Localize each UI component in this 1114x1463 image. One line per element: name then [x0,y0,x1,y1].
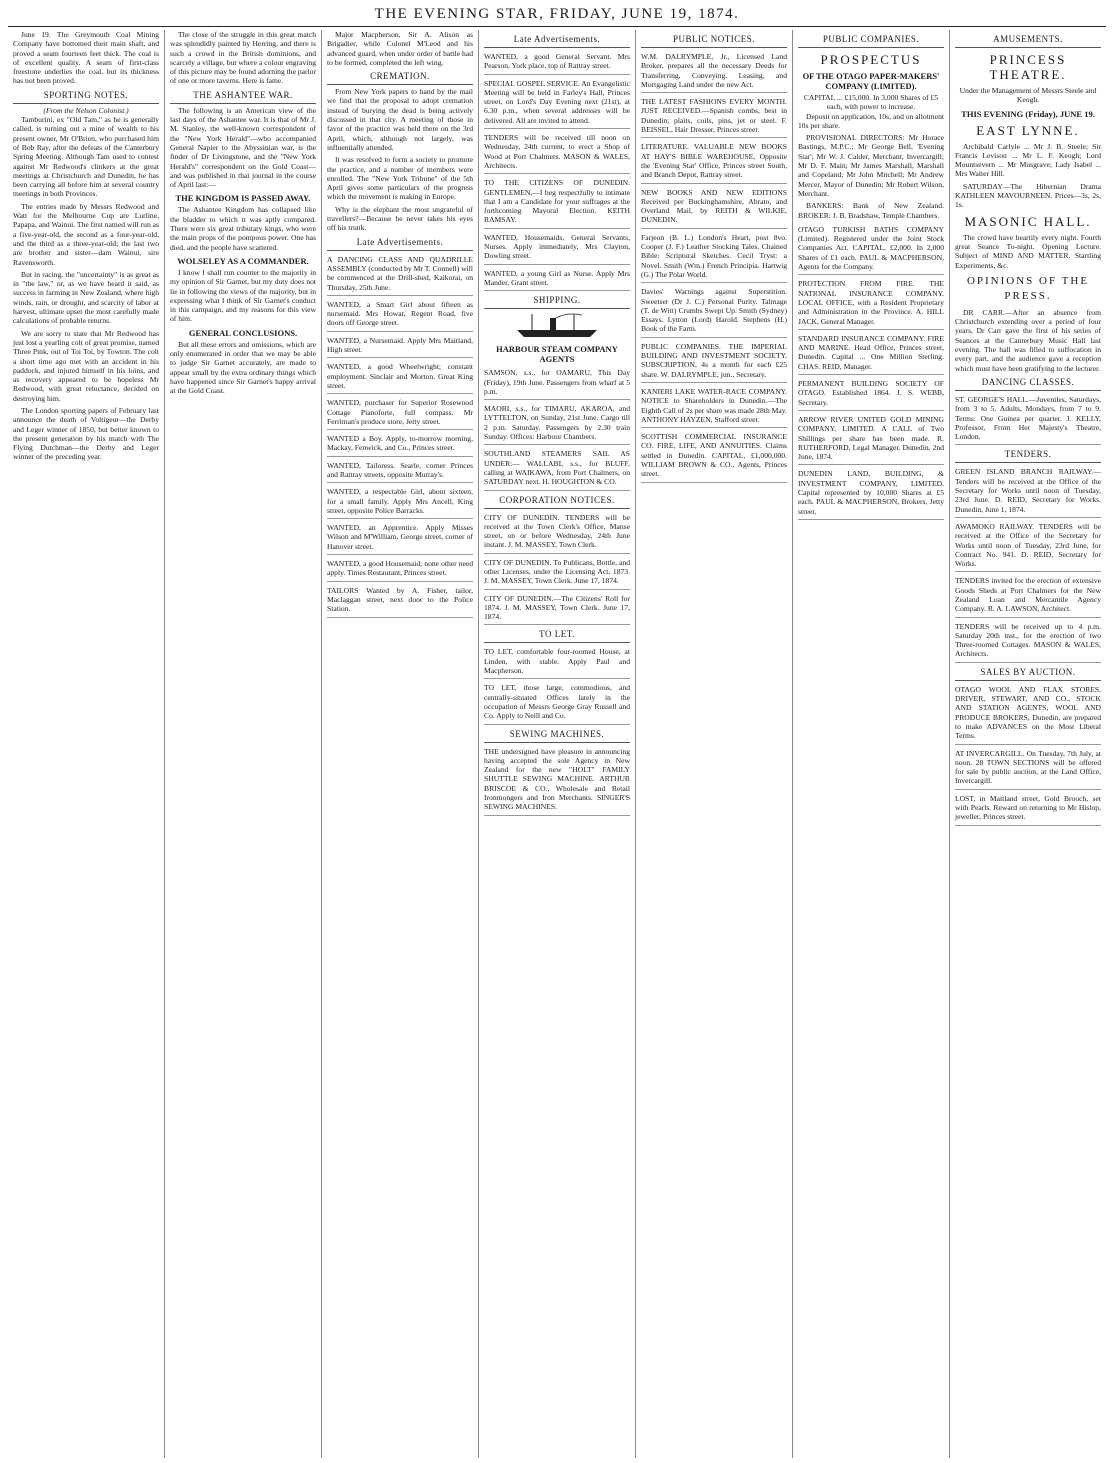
column-1 [8,30,165,1458]
cast-list: Archibald Carlyle ... Mr J. B. Steele; Sir Francis Levison ... Mr L. F. Keogh; Lord Mountsevern ... Mr Musgrave; Lady Isabel ... Mrs Walter Hill. [955,141,1101,179]
to-let-advertisement: TO LET, comfortable four-roomed House, at Linden, with stable. Apply Paul and Macpherson. [484,645,630,679]
advertisement: WANTED, a good Wheelwright; constant employment. Sinclair and Morton, Great King street. [327,360,473,394]
management-line: Under the Management of Messrs Steele and Keogh. [959,86,1097,105]
company-advertisement: PERMANENT BUILDING SOCIETY OF OTAGO. Established 1864. J. S. WEBB, Secretary. [798,377,944,411]
subheading: GENERAL CONCLUSIONS. [188,327,298,338]
auction-notice: AT INVERCARGILL. On Tuesday, 7th July, at noon. 28 TOWN SECTIONS will be offered for sale by public auction, at the Land Office, Invercargill. [955,747,1101,790]
harbour-agents-heading: HARBOUR STEAM COMPANY AGENTS [496,344,618,365]
company-advertisement: PROTECTION FROM FIRE. THE NATIONAL INSURANCE COMPANY. LOCAL OFFICE, with a Resident Proprietary and Administration in the Province. A. HILL JACK, General Manager. [798,277,944,329]
advertisement: TAILORS Wanted by A. Fisher, tailor, Maclaggan street, next door to the Police Station. [327,584,473,618]
auction-notice: OTAGO WOOL AND FLAX STORES. DRIVER, STEWART, AND CO., STOCK AND STATION AGENTS, WOOL AND PRODUCE BROKERS, Dunedin, are prepared to make ADVANCES on the Most Liberal Terms. [955,683,1101,745]
corporation-notice: CITY OF DUNEDIN.—The Citizens' Roll for 1874. J. M. MASSEY, Town Clerk. June 17, 1874. [484,592,630,626]
advertisement: WANTED a Boy. Apply, to-morrow morning, Mackay, Fenwick, and Co., Princes street. [327,432,473,457]
sales-list [955,683,1101,826]
column-3 [322,30,479,1458]
masonic-hall-title: MASONIC HALL. [964,213,1092,229]
shipping-advertisement: SOUTHLAND STEAMERS SAIL AS UNDER:— WALLABI, s.s., for BLUFF, calling at WAIKAWA, from Port Chalmers, on SATURDAY next. H. HOUGHTON & CO. [484,447,630,490]
shipping-advertisement: SAMSON, s.s., for OAMARU, This Day (Friday), 19th June. Passengers from wharf at 5 p.m. [484,366,630,400]
to-let-heading: TO LET. [484,629,630,643]
public-notices-heading: PUBLIC NOTICES. [641,34,787,48]
to-let-list [484,645,630,724]
article-paragraph: But all these errors and omissions, which are only enumerated in order that we may be able to judge Sir Garnet accurately, are made to appear small by the extra ordinary things which have happened since Sir Garnet's happy arrival at the Gold Coast. [170,339,316,396]
advertisement-list [484,50,630,291]
corporation-list [484,511,630,626]
sewing-advertisement: THE undersigned have pleasure in announcing having accepted the sole Agency in New Zealand for the new "HOLT" FAMILY SHUTTLE SEWING MACHINE. ARTHUR BRISCOE & CO., Wholesale and Retail Ironmongers and Iron Merchants. SINGER'S SEWING MACHINES. [484,745,630,816]
article-paragraph: Why is the elephant the most ungrateful of travellers?—Because he never takes his eyes off his trunk. [327,204,473,233]
shipping-heading: SHIPPING. [484,295,630,309]
tender-notice: TENDERS invited for the erection of extensive Goods Sheds at Port Chalmers for the New Zealand Loan and Mercantile Agency Company. R. A. LAWSON, Architect. [955,574,1101,617]
advertisement: WANTED, a Nursemaid. Apply Mrs Maitland, High street. [327,334,473,359]
opinions-title: OPINIONS OF THE PRESS. [966,274,1090,302]
column-4 [479,30,636,1458]
evening-line: THIS EVENING (Friday), JUNE 19. [961,108,1095,119]
intro-paragraph: June 19. The Greymouth Coal Mining Company have bottomed their main shaft, and proved a seam fourteen feet thick. The coal is of excellent quality. A seam of first-class freestone underlies the coal, but its thickness has not been proved. [13,30,159,86]
late-advertisements-heading: Late Advertisements. [327,237,473,251]
advertisement: WANTED, a good General Servant. Mrs Pearson, York place, top of Rattray street. [484,50,630,75]
tender-notice: TENDERS will be received up to 4 p.m. Saturday 20th inst., for the erection of two Three-roomed Cottages. MASON & WALES, Architects. [955,620,1101,663]
public-companies-heading: PUBLIC COMPANIES. [798,34,944,48]
deposit-line: Deposit on application, 10s, and on allotment 10s per share. [798,111,944,130]
subheading: THE KINGDOM IS PASSED AWAY. [175,193,311,204]
subheading: WOLSELEY AS A COMMANDER. [177,255,309,266]
advertisement: W.M. DALRYMPLE, Jr., Licensed Land Broker, prepares all the necessary Deeds for Transferring, Conveying, Leasing, and Mortgaging Land under the new Act. [641,50,787,93]
advertisement: TO THE CITIZENS OF DUNEDIN. GENTLEMEN,—I beg respectfully to intimate that I am a Candidate for your suffrages at the forthcoming Mayoral Election. KEITH RAMSAY. [484,176,630,228]
advertisement-list [798,223,944,520]
article-paragraph: I know I shall run counter to the majority in my opinion of Sir Garnet, but my duty does not lie in following the views of the majority, but in expressing what I think of Sir Garnet's conduct in this campaign, and my reasons for this view of him. [170,267,316,324]
advertisement: Davies' Warnings against Superstition. Sweetser (Dr J. C.) Personal Purity. Talmage (T. de Witt) Crumbs Swept Up. Smith (Sydney) Essays. Lytton (Lord) Harold. Stephens (H.) Book of the Farm. [641,285,787,337]
advertisement: WANTED, a young Girl as Nurse. Apply Mrs Mander, Grant street. [484,267,630,292]
advertisement-list [327,253,473,618]
corporation-notice: CITY OF DUNEDIN. TENDERS will be received at the Town Clerk's Office, Manse street, on or before Wednesday, 24th June instant. J. M. MASSEY, Town Clerk. [484,511,630,554]
advertisement: PUBLIC COMPANIES. THE IMPERIAL BUILDING AND INVESTMENT SOCIETY. SUBSCRIPTION, 4s a month for each £25 share. W. DALRYMPLE, jun., Secretary. [641,340,787,383]
bankers-line: BANKERS: Bank of New Zealand. BROKER: J. B. Bradshaw, Temple Chambers. [798,201,944,220]
sewing-machines-heading: SEWING MACHINES. [484,729,630,743]
steamship-icon [512,312,602,340]
sporting-paragraph: Tamburini, ex "Old Tam," as he is generally called, is turning out a mine of wealth to his present owner, Mr O'Brien, who purchased him of Bob Ray, after the defeats of the Canterbury Spring Meeting. Although Tam used to contest against Mr Redwood's clinkers at the great meetings at Christchurch and Dunedin, he has been carrying all before him at several country meetings in both Provinces. [13,115,159,199]
sporting-paragraph: But in racing, the "uncertainty" is as great as in "the law," or, as we have heard it said, as success in farming in New Zealand, where high winds, rain, or drought, and scarcity of labor at harvest, ultimate upset the most carefully made calculations of probable returns. [13,269,159,326]
advertisement: WANTED, Tailoress. Searle, corner Princes and Rattray streets, opposite Murray's. [327,459,473,484]
corporation-notice: CITY OF DUNEDIN. To Publicans, Bottle, and other Licenses, under the Licensing Act, 1873. J. M. MASSEY, Town Clerk. June 17, 1874. [484,556,630,590]
advertisement: NEW BOOKS AND NEW EDITIONS Received per Buckinghamshire, Abrato, and Overland Mail, by REITH & WILKIE, DUNEDIN. [641,186,787,229]
sporting-notes-heading: SPORTING NOTES. [13,90,159,104]
advertisement: KANIERI LAKE WATER-RACE COMPANY. NOTICE to Shareholders in Dunedin.—The Eighth Call of 2s per share was made 28th May. ANTHONY HAYZEN, Stafford street. [641,385,787,428]
directors-list: PROVISIONAL DIRECTORS: Mr Horace Bastings, M.P.C.; Mr George Bell, 'Evening Star'; Mr W. J. Calder, Merchant, Invercargill; Mr D. F. Main; Mr James Marshall, Marshall and Copeland; Mr John Mitchell; Mr Andrew Mercer, Mayor of Dunedin; Mr Robert Wilson, Merchant. [798,133,944,198]
capital-line: CAPITAL ... £15,000. In 3,000 Shares of £5 each, with power to increase. [803,93,939,112]
tender-notice: GREEN ISLAND BRANCH RAILWAY.—Tenders will be received at the Office of the Secretary for Works until noon of Tuesday, 23rd June. D. REID, Secretary for Works. Dunedin, June 1, 1874. [955,465,1101,517]
dancing-advertisement: ST. GEORGE'S HALL.—Juveniles, Saturdays, from 3 to 5. Adults, Mondays, from 7 to 9. Terms: One Guinea per quarter. J. KELLY, Professor, From Her Majesty's Theatre, London. [955,393,1101,445]
late-advertisements-heading: Late Advertisements. [484,34,630,48]
company-advertisement: STANDARD INSURANCE COMPANY. FIRE AND MARINE. Head Office, Princes street, Dunedin. Capital ... One Million Sterling. CHAS. REID, Manager. [798,332,944,375]
prospectus-title: PROSPECTUS [820,52,922,67]
play-title: EAST LYNNE. [976,122,1080,138]
opinions-text: DR CARR.—After an absence from Christchurch extending over a period of four years, Dr Carr gave the first of his series of Seances at the Canterbury Music Hall last evening. The hall was filled to suffocation in every part, and the audience gave a reception which must have been gratifying to the lecturer. [955,307,1101,373]
article-paragraph: Major Macpherson, Sir A. Alison as Brigadier, while Colonel M'Leod and his advanced guard, when under order of battle had to be formed, completed the left wing. [327,30,473,67]
shipping-advertisement: MAORI, s.s., for TIMARU, AKAROA, and LYTTELTON, on Sunday, 21st June. Cargo till 2 p.m. Saturday. Passengers by 2.30 train Sunday. Offices: Harbour Chambers. [484,402,630,445]
advertisement: WANTED, purchaser for Superior Rosewood Cottage Pianoforte, full compass. Mr Ferriman's produce store, Jetty street. [327,396,473,430]
advertisement-list [641,50,787,483]
column-5 [636,30,793,1458]
article-paragraph: The following is an American view of the last days of the Ashantee war. It is that of Mr J. M. Stanley, the well-known correspondent of the "New York Herald"—who accompanied General Napier to the Abyssinian war, is the finder of Dr Livingstone, and the "New York Herald's" correspondent on the Gold Coast—and was published in that journal in the course of April last:— [170,105,316,190]
to-let-advertisement: TO LET, those large, commodious, and centrally-situated Offices lately in the occupation of Messrs George Gray Russell and Co. Apply to Neill and Co. [484,681,630,724]
masonic-advertisement: The crowd have heartily every night. Fourth great Seance To-night. Opening Lecture. Subject of MIND AND MATTER. Startling Experiments, &c. [955,232,1101,270]
advertisement: THE LATEST FASHIONS EVERY MONTH. JUST RECEIVED.—Spanish combs, best in Dunedin; plaits, coils, pins, jet or steel. F. BEISSEL, Hair Dresser, Princes street. [641,95,787,138]
article-paragraph: It was resolved to form a society to promote the practice, and a number of members were enrolled. The "New York Tribune" of the 5th April gives some particulars of the progress which the movement is making in Europe. [327,155,473,202]
masthead: THE EVENING STAR, FRIDAY, JUNE 19, 1874. [374,6,740,22]
sales-by-auction-heading: SALES BY AUCTION. [955,667,1101,681]
advertisement: WANTED, a Smart Girl about fifteen as nursemaid. Mrs Howat, Regent Road, five doors off George street. [327,298,473,332]
article-paragraph: The Ashantee Kingdom has collapsed like the bladder to which it was aptly compared. There were six great tributary kings, who were the main props of the pompous power. One has died, and the people have scattered. [170,205,316,252]
advertisement: WANTED, a good Housemaid; none other need apply. Times Restaurant, Princes street. [327,557,473,582]
corporation-notices-heading: CORPORATION NOTICES. [484,495,630,509]
company-name: OF THE OTAGO PAPER-MAKERS' COMPANY (LIMITED). [802,71,940,91]
advertisement: LITERATURE. VALUABLE NEW BOOKS AT HAY'S BIBLE WAREHOUSE, Opposite the 'Evening Star' Office, Princes street South, and Branch Depot, Rattray street. [641,140,787,183]
advertisement: SPECIAL GOSPEL SERVICE. An Evangelistic Meeting will be held in Farley's Hall, Princes street, on Lord's Day Evening next (21st), at 6.30 p.m., when several addresses will be delivered. All are invited to attend. [484,77,630,129]
column-6 [793,30,950,1458]
advertisement: SCOTTISH COMMERCIAL INSURANCE CO. FIRE, LIFE, AND ANNUITIES. Claims settled in Dunedin. CAPITAL, £1,000,000. WILLIAM BROWN & CO., Agents, Princes street. [641,430,787,482]
saturday-line: SATURDAY—The Hibernian Drama KATHLEEN MAVOURNEEN. Prices—3s, 2s, 1s. [955,181,1101,210]
byline: (From the Nelson Colonist.) [43,105,129,115]
newspaper-columns [8,30,1106,1458]
article-paragraph: The close of the struggle in this great match was splendidly painted by Herring, and there is such a crowd in the British dominions, and scarcely a village, but where a colour engraving of this picture may be found adorning the parlor of one or more taverns. Here is fame. [170,30,316,86]
advertisement: WANTED, Housemaids, General Servants, Nurses. Apply immediately, Mrs Clayton, Dowling street. [484,231,630,265]
advertisement: Farjeon (B. L.) London's Heart, post 8vo. Cooper (J. F.) Leather Stocking Tales. Chained Bible: Scriptural Sketches. Cecil Tryst: a Novel. Smith (Wm.) French Principia. Hartwig (G.) The Polar World. [641,231,787,283]
sporting-paragraph: We are sorry to state that Mr Redwood has just lost a yearling colt of great promise, named Three Pink, out of Toi Toi, by Towton. The colt a short time ago met with an accident in his paddock, and injured himself in his loins, and as recovery appeared to be hopeless Mr Redwood, with great reluctance, decided on destroying him. [13,328,159,403]
sporting-paragraph: The entries made by Messrs Redwood and Watt for the Melbourne Cup are Lurline, Papapa, and Wainui. The first named will run as a five-year-old, the second as a four-year-old, and the third as a three-year-old; the last two are brother and sister—dam Wainui, sire Ravensworth. [13,201,159,267]
auction-notice: LOST, in Maitland street, Gold Brooch, set with Pearls. Reward on returning to Mr Hislop, jeweller, Princes street. [955,792,1101,826]
company-advertisement: ARROW RIVER UNITED GOLD MINING COMPANY, LIMITED. A CALL of Two Shillings per share has been made. R. RUTHERFORD, Legal Manager. Dunedin, 2nd June, 1874. [798,413,944,465]
column-2 [165,30,322,1458]
shipping-list [484,366,630,490]
ashantee-war-heading: THE ASHANTEE WAR. [170,90,316,104]
dancing-classes-heading: DANCING CLASSES. [955,377,1101,391]
tender-notice: AWAMOKO RAILWAY. TENDERS will be received at the Office of the Secretary for Works until noon of Tuesday, 23rd June, for Contract No. 941. D. REID, Secretary for Works. [955,520,1101,572]
column-7 [950,30,1106,1458]
advertisement: A DANCING CLASS AND QUADRILLE ASSEMBLY (conducted by Mr T. Connell) will be commenced at the Drill-shed, Kaikorai, on Thursday, 25th June. [327,253,473,296]
theatre-name: PRINCESS THEATRE. [989,52,1067,82]
company-advertisement: OTAGO TURKISH BATHS COMPANY (Limited). Registered under the Joint Stock Companies Act. CAPITAL, £2,000. In 2,000 Shares of £1 each. PAUL & MACPHERSON, Agents for the Company. [798,223,944,275]
sporting-paragraph: The London sporting papers of February last announce the death of Voltigeur—the Derby and Leger winner of 1850, but better known to the present generation by his match with The Flying Dutchman—the Derby and Leger winner of the preceding year. [13,405,159,462]
cremation-heading: CREMATION. [327,71,473,85]
masthead-rule [8,26,1106,27]
tenders-list [955,465,1101,662]
company-advertisement: DUNEDIN LAND, BUILDING, & INVESTMENT COMPANY, LIMITED. Capital represented by 10,000 Shares at £5 each. PAUL & MACPHERSON, Brokers, Jetty street. [798,467,944,519]
advertisement: TENDERS will be received till noon on Wednesday, 24th current, to erect a Shop of Wood at Port Chalmers. MASON & WALES, Architects. [484,131,630,174]
advertisement: WANTED, a respectable Girl, about sixteen, for a small family. Apply Mrs Ancell, King street, opposite Police Barracks. [327,485,473,519]
advertisement: WANTED, an Apprentice. Apply Misses Wilson and M'William, George street, corner of Hanover street. [327,521,473,555]
article-paragraph: From New York papers to hand by the mail we find that the proposal to adopt cremation instead of burying the dead is being actively discussed in that city. A meeting of those in favor of the practice was held there on the 3rd April, which, although not largely, was influentially attended. [327,87,473,152]
tenders-heading: TENDERS. [955,449,1101,463]
amusements-heading: AMUSEMENTS. [955,34,1101,48]
